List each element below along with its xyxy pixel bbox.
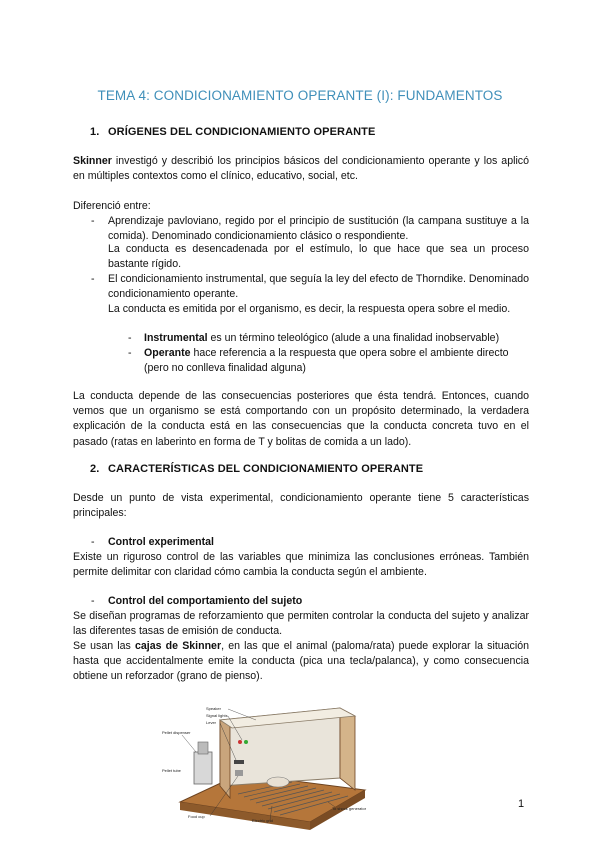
operante-bold: Operante (144, 347, 191, 359)
label-shock: To shock generator (332, 806, 367, 811)
section1-closing: La conducta depende de las consecuencias posteriores que ésta tendrá. Entonces, cuando vemos que un organismo se está comportando con un propósito determinado, la verdadera explicación de la conducta está en las consecuencias que la conducta concreta tuvo en el pasado (ratas en laberinto en forma de T y bolitas de comida a un lado). (73, 390, 529, 448)
page-title: TEMA 4: CONDICIONAMIENTO OPERANTE (I): FUNDAMENTOS (97, 88, 503, 103)
control-experimental-title: Control experimental (108, 536, 214, 548)
label-signal-lights: Signal lights (206, 713, 228, 718)
skinner-box-bold: cajas de Skinner (135, 640, 222, 652)
diff-label: Diferenció entre: (73, 200, 151, 212)
section1-intro-rest: investigó y describió los principios básicos del condicionamiento operante y los aplicó en múltiples contextos como el clínico, educativo, social, etc. (73, 155, 529, 183)
control-experimental-text: Existe un riguroso control de las variables que minimiza las conclusiones erróneas. También permite delimitar con claridad cómo cambia la conducta según el ambiente. (73, 551, 529, 579)
bullet-dash: - (91, 273, 95, 285)
bullet-dash: - (91, 595, 95, 607)
control-comportamiento-title: Control del comportamiento del sujeto (108, 595, 303, 607)
operante-rest: hace referencia a la respuesta que opera sobre el ambiente directo (pero no conlleva finalidad alguna) (144, 347, 509, 375)
sub-item-instrumental-text (144, 331, 528, 346)
label-lever: Lever (206, 720, 217, 725)
list-item-2-note: La conducta es emitida por el organismo, es decir, la respuesta opera sobre el medio. (108, 303, 511, 315)
food-cup (235, 770, 243, 776)
instrumental-rest: es un término teleológico (alude a una finalidad inobservable) (207, 332, 500, 344)
section2-number: 2. (90, 463, 100, 475)
instrumental-bold: Instrumental (144, 332, 208, 344)
section2-heading (90, 463, 423, 475)
pellet-dispenser (194, 752, 212, 784)
list-item-2-text: El condicionamiento instrumental, que seguía la ley del efecto de Thorndike. Denominado condicionamiento operante. (108, 273, 529, 301)
section2-heading-text: CARACTERÍSTICAS DEL CONDICIONAMIENTO OPERANTE (108, 463, 424, 475)
section1-intro (73, 154, 529, 184)
left-panel (220, 720, 230, 798)
skinner-box-text (73, 639, 529, 685)
bullet-dash: - (91, 215, 95, 227)
skinner-box-pre: Se usan las (73, 640, 135, 652)
pellet-tube (198, 742, 208, 754)
skinner-bold: Skinner (73, 155, 112, 167)
sub-item-operante-text (144, 346, 528, 376)
control-comportamiento-text: Se diseñan programas de reforzamiento que permiten controlar la conducta del sujeto y analizar las diferentes tasas de emisión de conducta. (73, 610, 529, 638)
list-item-1-text: Aprendizaje pavloviano, regido por el principio de sustitución (la campana sustituye a la comida). Denominado condicionamiento clásico o respondiente. (108, 215, 529, 243)
section1-number: 1. (90, 126, 100, 138)
section2-intro: Desde un punto de vista experimental, condicionamiento operante tiene 5 características principales: (73, 492, 529, 520)
label-electric-grid: Electric grid (252, 818, 273, 823)
label-food-cup: Food cup (188, 814, 205, 819)
skinner-box-illustration (160, 690, 375, 840)
right-wall (340, 708, 355, 790)
page-number: 1 (518, 798, 525, 810)
lever (234, 760, 244, 764)
label-speaker: Speaker (206, 706, 221, 711)
label-pellet-dispenser: Pellet dispenser (162, 730, 191, 735)
rat (267, 777, 289, 787)
list-item-1-note: La conducta es desencadenada por el estímulo, lo que hace que sea un proceso bastante rígido. (108, 243, 529, 271)
label-pellet-tube: Pellet tube (162, 768, 181, 773)
bullet-dash: - (128, 347, 132, 359)
signal-light-green (244, 740, 248, 744)
skinner-box-rest: , en las que el animal (paloma/rata) puede explorar la situación hasta que accidentalmente emite la conducta (pica una tecla/palanca), y como consecuencia obtiene un reforzador (grano de pienso). (73, 640, 529, 683)
bullet-dash: - (128, 332, 132, 344)
signal-light-red (238, 740, 242, 744)
section1-heading (90, 126, 375, 138)
bullet-dash: - (91, 536, 95, 548)
section1-heading-text: ORÍGENES DEL CONDICIONAMIENTO OPERANTE (108, 126, 376, 138)
